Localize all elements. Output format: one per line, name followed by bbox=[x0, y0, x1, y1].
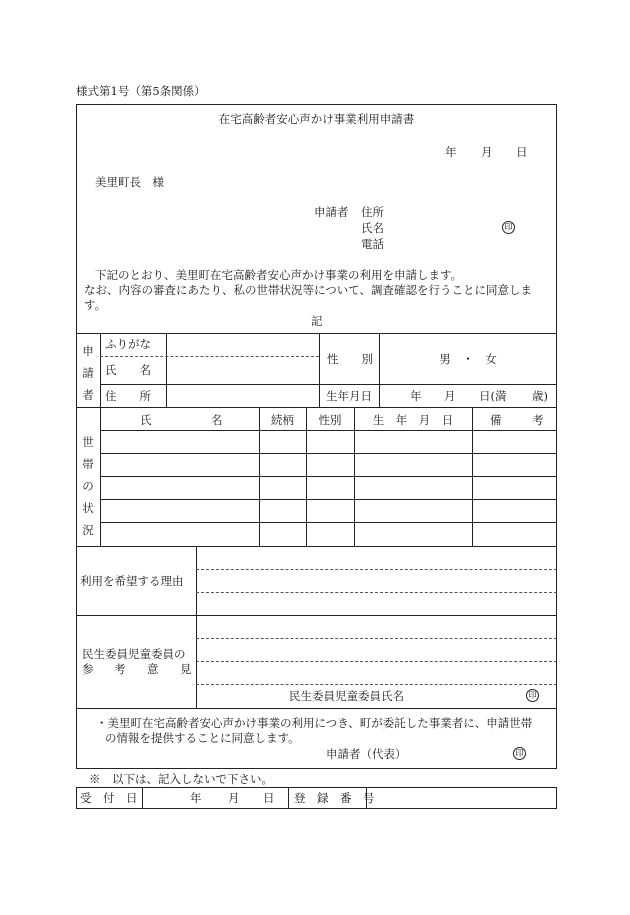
gender-options[interactable]: 男 ・ 女 bbox=[439, 352, 497, 366]
registration-number-field[interactable] bbox=[367, 788, 556, 808]
rule bbox=[319, 333, 320, 407]
committee-opinion-field[interactable] bbox=[197, 616, 557, 683]
rule bbox=[100, 384, 557, 385]
consent-line-2: の情報を提供することに同意します。 bbox=[105, 731, 300, 745]
col-relation: 続柄 bbox=[271, 413, 294, 427]
statement-line-2: なお、内容の審査にあたり、私の世帯状況等について、調査確認を行うことに同意しま bbox=[84, 283, 533, 297]
rule bbox=[142, 787, 143, 809]
date-month: 月 bbox=[481, 145, 493, 159]
rule bbox=[76, 333, 557, 334]
col-gender: 性別 bbox=[318, 413, 342, 427]
committee-label-char: 参 bbox=[82, 662, 94, 676]
household-row[interactable] bbox=[101, 500, 557, 522]
household-row[interactable] bbox=[101, 454, 557, 476]
rule bbox=[76, 407, 557, 408]
committee-label-char: 意 bbox=[147, 662, 159, 676]
rule bbox=[288, 787, 289, 809]
seal-icon: 印 bbox=[513, 747, 526, 760]
office-note: ※ 以下は、記入しないで下さい。 bbox=[89, 772, 273, 786]
col-remarks-left: 備 bbox=[490, 413, 502, 427]
ki-heading: 記 bbox=[311, 314, 323, 328]
rule bbox=[100, 356, 319, 357]
committee-label-char: 見 bbox=[180, 662, 192, 676]
rule bbox=[100, 333, 101, 407]
form-title: 在宅高齢者安心声かけ事業利用申請書 bbox=[218, 112, 415, 126]
col-remarks-right: 考 bbox=[532, 413, 544, 427]
committee-signature-label: 民生委員児童委員氏名 bbox=[289, 689, 404, 703]
reason-field[interactable] bbox=[197, 547, 557, 614]
dob-month: 月 bbox=[444, 389, 456, 403]
committee-label-line-1: 民生委員児童委員の bbox=[82, 647, 186, 661]
statement-line-3: す。 bbox=[84, 298, 107, 312]
committee-label-char: 考 bbox=[114, 662, 126, 676]
rule bbox=[196, 684, 557, 685]
consent-line-1: ・美里町在宅高齢者安心声かけ事業の利用につき、町が委託した事業者に、申請世帯 bbox=[96, 716, 533, 730]
dob-age-suffix: 歳) bbox=[532, 389, 548, 403]
seal-icon: 印 bbox=[526, 689, 539, 702]
date-day: 日 bbox=[516, 145, 528, 159]
applicant-label: 申請者 bbox=[314, 205, 349, 219]
seal-icon: 印 bbox=[502, 221, 515, 234]
received-day: 日 bbox=[263, 791, 275, 805]
received-month: 月 bbox=[228, 791, 240, 805]
applicant-address-label: 住所 bbox=[361, 205, 384, 219]
name-field[interactable] bbox=[167, 358, 318, 383]
address-field[interactable] bbox=[167, 386, 318, 406]
received-date-label: 受 付 日 bbox=[80, 791, 138, 805]
address-label: 住 所 bbox=[105, 389, 151, 403]
date-year: 年 bbox=[445, 145, 457, 159]
rule bbox=[76, 708, 557, 709]
applicant-phone-label: 電話 bbox=[361, 237, 384, 251]
dob-label: 生年月日 bbox=[326, 389, 372, 403]
col-dob: 生 年 月 日 bbox=[372, 413, 454, 427]
col-name-left: 氏 bbox=[140, 413, 152, 427]
reason-label: 利用を希望する理由 bbox=[80, 574, 184, 588]
consent-signer: 申請者（代表） bbox=[326, 747, 407, 761]
household-side-label: 世 帯 の 状 況 bbox=[82, 435, 94, 537]
rule bbox=[379, 333, 380, 407]
gender-label: 性 別 bbox=[327, 352, 373, 366]
dob-year: 年 bbox=[410, 389, 422, 403]
received-year: 年 bbox=[190, 791, 202, 805]
furigana-label: ふりがな bbox=[105, 337, 151, 351]
household-row[interactable] bbox=[101, 431, 557, 453]
dob-day-age: 日(満 bbox=[479, 389, 507, 403]
col-name-right: 名 bbox=[211, 413, 223, 427]
name-label: 氏 名 bbox=[105, 363, 151, 377]
registration-number-label: 登 録 番 号 bbox=[294, 791, 375, 805]
applicant-name-label: 氏名 bbox=[361, 221, 384, 235]
household-row[interactable] bbox=[101, 477, 557, 499]
statement-line-1: 下記のとおり、美里町在宅高齢者安心声かけ事業の利用を申請します。 bbox=[95, 268, 463, 282]
furigana-field[interactable] bbox=[167, 335, 318, 355]
applicant-side-label: 申 請 者 bbox=[82, 344, 94, 402]
addressee: 美里町長 様 bbox=[95, 175, 164, 189]
household-row[interactable] bbox=[101, 523, 557, 545]
form-number: 様式第1号（第5条関係） bbox=[76, 84, 206, 98]
